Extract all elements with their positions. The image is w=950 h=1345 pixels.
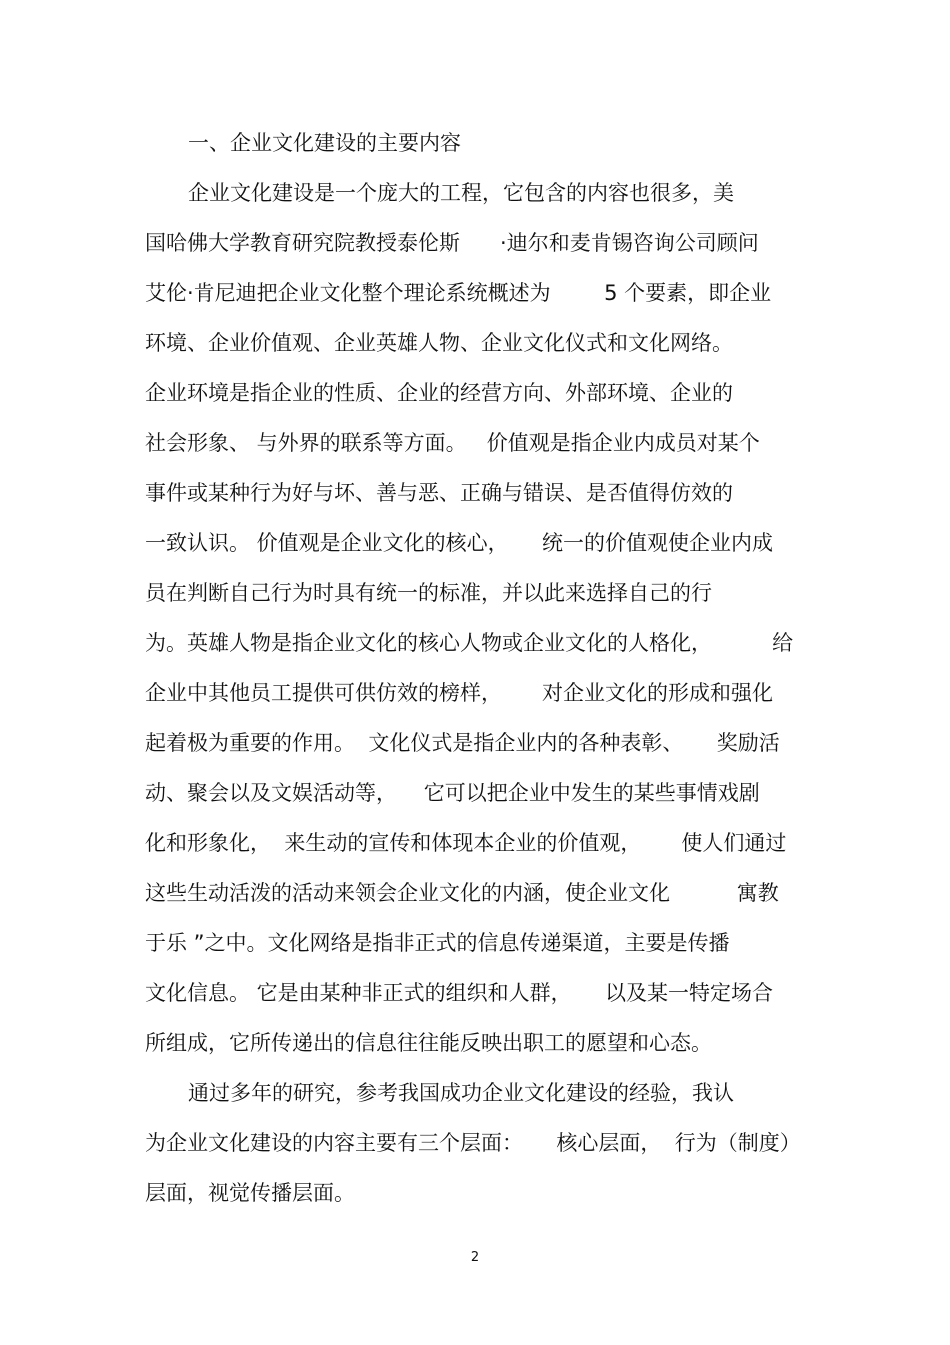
paragraph-line: 起着极为重要的作用。 文化仪式是指企业内的各种表彰、 奖励活 bbox=[145, 731, 780, 755]
paragraph-line: 艾伦·肯尼迪把企业文化整个理论系统概述为 5 个要素，即企业 bbox=[145, 281, 772, 305]
paragraph-line: 企业环境是指企业的性质、企业的经营方向、外部环境、企业的 bbox=[145, 381, 733, 405]
paragraph-line: 为企业文化建设的内容主要有三个层面： 核心层面， 行为（制度） bbox=[145, 1131, 801, 1155]
paragraph-line: 事件或某种行为好与坏、善与恶、正确与错误、是否值得仿效的 bbox=[145, 481, 733, 505]
paragraph-line: 层面，视觉传播层面。 bbox=[145, 1181, 355, 1205]
paragraph-line: 这些生动活泼的活动来领会企业文化的内涵，使企业文化 寓教 bbox=[145, 881, 779, 905]
paragraph-line: 动、聚会以及文娱活动等， 它可以把企业中发生的某些事情戏剧 bbox=[145, 781, 760, 805]
paragraph-line: 于乐 ”之中。文化网络是指非正式的信息传递渠道，主要是传播 bbox=[145, 931, 730, 955]
paragraph-line: 文化信息。 它是由某种非正式的组织和人群， 以及某一特定场合 bbox=[145, 981, 774, 1005]
paragraph-line: 企业中其他员工提供可供仿效的榜样， 对企业文化的形成和强化 bbox=[145, 681, 774, 705]
paragraph-line: 所组成，它所传递出的信息往往能反映出职工的愿望和心态。 bbox=[145, 1031, 712, 1055]
paragraph-line: 企业文化建设是一个庞大的工程，它包含的内容也很多，美 bbox=[188, 181, 734, 205]
paragraph-line: 化和形象化， 来生动的宣传和体现本企业的价值观， 使人们通过 bbox=[145, 831, 787, 855]
paragraph-line: 员在判断自己行为时具有统一的标准，并以此来选择自己的行 bbox=[145, 581, 712, 605]
paragraph-line: 环境、企业价值观、企业英雄人物、企业文化仪式和文化网络。 bbox=[145, 331, 733, 355]
paragraph-line: 一致认识。 价值观是企业文化的核心， 统一的价值观使企业内成 bbox=[145, 531, 774, 555]
page-number: 2 bbox=[470, 1250, 480, 1265]
paragraph-line: 通过多年的研究，参考我国成功企业文化建设的经验，我认 bbox=[188, 1081, 734, 1105]
section-heading: 一、企业文化建设的主要内容 bbox=[188, 131, 461, 155]
paragraph-line: 国哈佛大学教育研究院教授泰伦斯 ·迪尔和麦肯锡咨询公司顾问 bbox=[145, 231, 759, 255]
paragraph-line: 社会形象、 与外界的联系等方面。 价值观是指企业内成员对某个 bbox=[145, 431, 760, 455]
paragraph-line: 为。英雄人物是指企业文化的核心人物或企业文化的人格化， 给 bbox=[145, 631, 794, 655]
